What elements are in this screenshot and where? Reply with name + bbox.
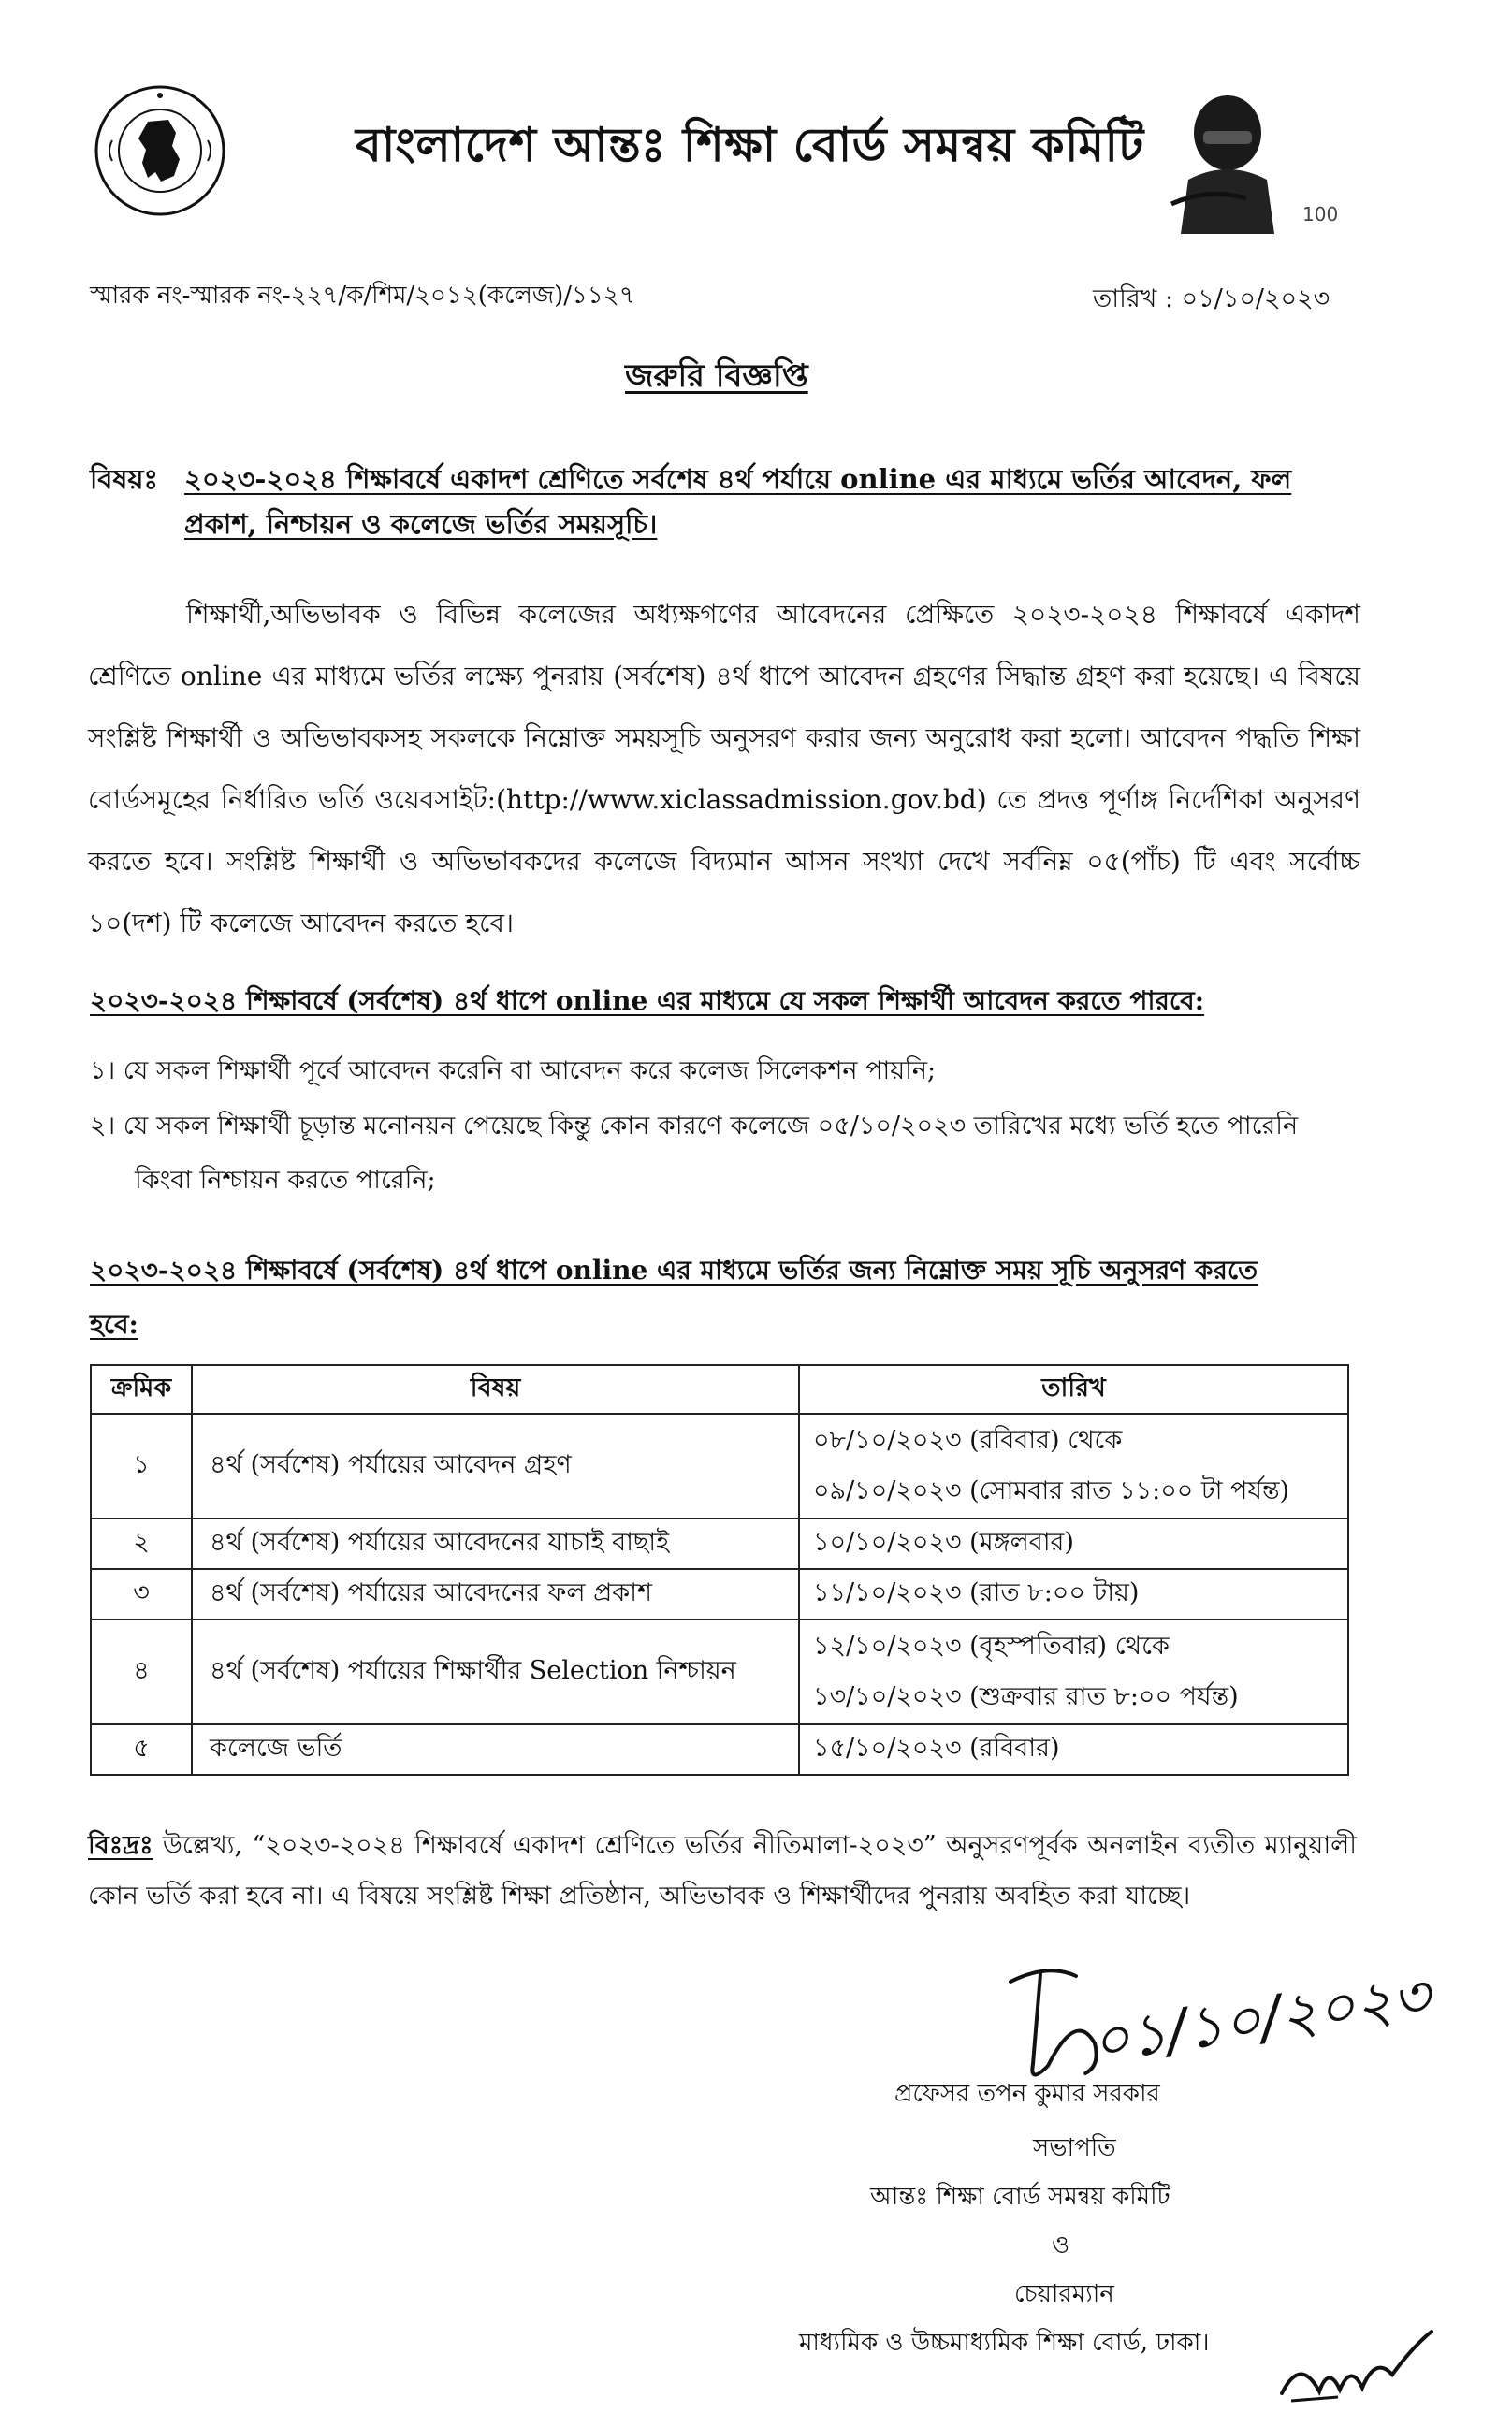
row-date — [799, 1620, 1348, 1724]
memo-date: তারিখ : ০১/১০/২০২৩ — [1093, 284, 1330, 313]
note-text: উল্লেখ্য, “২০২৩-২০২৪ শিক্ষাবর্ষে একাদশ শ্রেণিতে ভর্তির নীতিমালা-২০২৩” অনুসরণপূর্বক অনলাইন ব্যতীত ম্যানুয়ালী কোন ভর্তি করা হবে না। এ বিষয়ে সংশ্লিষ্ট শিক্ষা প্রতিষ্ঠান, অভিভাবক ও শিক্ষার্থীদের পুনরায় অবহিত করা যাচ্ছে। — [88, 1831, 1357, 1911]
signatory-role-president: সভাপতি — [1033, 2134, 1116, 2162]
eligibility-item-2-continued: কিংবা নিশ্চায়ন করতে পারেনি; — [135, 1166, 436, 1195]
eligibility-heading: ২০২৩-২০২৪ শিক্ষাবর্ষে (সর্বশেষ) ৪র্থ ধাপে online এর মাধ্যমে যে সকল শিক্ষার্থী আবেদন করতে পারবে: — [90, 985, 1205, 1016]
row-date: ১১/১০/২০২৩ (রাত ৮:০০ টায়) — [799, 1569, 1348, 1620]
signatory-board: মাধ্যমিক ও উচ্চমাধ্যমিক শিক্ষা বোর্ড, ঢাকা। — [799, 2329, 1210, 2357]
row-date-line-1: ০৮/১০/২০২৩ (রবিবার) থেকে — [813, 1426, 1123, 1455]
row-date: ১০/১০/২০২৩ (মঙ্গলবার) — [799, 1519, 1348, 1569]
row-date-line-2: ০৯/১০/২০২৩ (সোমবার রাত ১১:০০ টা পর্যন্ত) — [813, 1476, 1290, 1505]
row-serial: ৫ — [91, 1724, 192, 1775]
table-header-row — [91, 1365, 1348, 1414]
column-header-subject: বিষয় — [192, 1365, 799, 1414]
table-row — [91, 1519, 1348, 1569]
table-row — [91, 1569, 1348, 1620]
row-date-line-2: ১৩/১০/২০২৩ (শুক্রবার রাত ৮:০০ পর্যন্ত) — [813, 1682, 1239, 1711]
row-serial: ৩ — [91, 1569, 192, 1620]
row-date — [799, 1414, 1348, 1519]
schedule-heading-line-1: ২০২৩-২০২৪ শিক্ষাবর্ষে (সর্বশেষ) ৪র্থ ধাপে online এর মাধ্যমে ভর্তির জন্য নিম্নোক্ত সময় সূচি অনুসরণ করতে — [90, 1255, 1258, 1286]
row-serial: ১ — [91, 1414, 192, 1519]
row-subject: ৪র্থ (সর্বশেষ) পর্যায়ের আবেদনের ফল প্রকাশ — [192, 1569, 799, 1620]
mujib-centenary-logo — [1143, 94, 1340, 234]
row-subject: ৪র্থ (সর্বশেষ) পর্যায়ের শিক্ষার্থীর Selection নিশ্চায়ন — [192, 1620, 799, 1724]
notice-title: জরুরি বিজ্ঞপ্তি — [625, 357, 808, 395]
table-row — [91, 1620, 1348, 1724]
note-label: বিঃদ্রঃ — [88, 1831, 153, 1860]
row-subject: কলেজে ভর্তি — [192, 1724, 799, 1775]
signatory-and: ও — [1052, 2231, 1070, 2260]
column-header-serial: ক্রমিক — [91, 1365, 192, 1414]
row-subject: ৪র্থ (সর্বশেষ) পর্যায়ের আবেদন গ্রহণ — [192, 1414, 799, 1519]
memo-reference: স্মারক নং-স্মারক নং-২২৭/ক/শিম/২০১২(কলেজ)/১১২৭ — [90, 282, 635, 310]
table-row — [91, 1724, 1348, 1775]
svg-text:100: 100 — [1302, 203, 1339, 225]
body-paragraph: শিক্ষার্থী,অভিভাবক ও বিভিন্ন কলেজের অধ্যক্ষগণের আবেদনের প্রেক্ষিতে ২০২৩-২০২৪ শিক্ষাবর্ষে একাদশ শ্রেণিতে online এর মাধ্যমে ভর্তির লক্ষ্যে পুনরায় (সর্বশেষ) ৪র্থ ধাপে আবেদন গ্রহণের সিদ্ধান্ত গ্রহণ করা হয়েছে। এ বিষয়ে সংশ্লিষ্ট শিক্ষার্থী ও অভিভাবকসহ সকলকে নিম্নোক্ত সময়সূচি অনুসরণ করার জন্য অনুরোধ করা হলো। আবেদন পদ্ধতি শিক্ষা বোর্ডসমূহের নির্ধারিত ভর্তি ওয়েবসাইট:(http://www.xiclassadmission.gov.bd) তে প্রদত্ত পূর্ণাঙ্গ নির্দেশিকা অনুসরণ করতে হবে। সংশ্লিষ্ট শিক্ষার্থী ও অভিভাবকদের কলেজে বিদ্যমান আসন সংখ্যা দেখে সর্বনিম্ন ০৫(পাঁচ) টি এবং সর্বোচ্চ ১০(দশ) টি কলেজে আবেদন করতে হবে। — [88, 599, 1360, 938]
row-serial: ২ — [91, 1519, 192, 1569]
initials-scribble — [1272, 2318, 1441, 2412]
schedule-table — [90, 1364, 1349, 1776]
row-subject: ৪র্থ (সর্বশেষ) পর্যায়ের আবেদনের যাচাই বাছাই — [192, 1519, 799, 1569]
eligibility-item-1: ১। যে সকল শিক্ষার্থী পূর্বে আবেদন করেনি বা আবেদন করে কলেজ সিলেকশন পায়নি; — [90, 1056, 937, 1085]
eligibility-item-2: ২। যে সকল শিক্ষার্থী চূড়ান্ত মনোনয়ন পেয়েছে কিন্তু কোন কারণে কলেজে ০৫/১০/২০২৩ তারিখের মধ্যে ভর্তি হতে পারেনি — [90, 1112, 1299, 1141]
column-header-date: তারিখ — [799, 1365, 1348, 1414]
schedule-heading-line-2: হবে: — [90, 1309, 138, 1340]
row-date-line-1: ১২/১০/২০২৩ (বৃহস্পতিবার) থেকে — [813, 1632, 1170, 1661]
signatory-committee: আন্তঃ শিক্ষা বোর্ড সমন্বয় কমিটি — [870, 2183, 1170, 2211]
government-seal-logo — [94, 84, 226, 217]
subject-label: বিষয়ঃ — [90, 463, 158, 495]
table-row — [91, 1414, 1348, 1519]
signatory-role-chairman: চেয়ারম্যান — [1014, 2280, 1114, 2308]
handwritten-signature — [992, 1954, 1460, 2094]
subject-line-1: ২০২৩-২০২৪ শিক্ষাবর্ষে একাদশ শ্রেণিতে সর্বশেষ ৪র্থ পর্যায়ে online এর মাধ্যমে ভর্তির আবেদন, ফল — [184, 463, 1292, 495]
page-title: বাংলাদেশ আন্তঃ শিক্ষা বোর্ড সমন্বয় কমিটি — [356, 117, 1144, 172]
row-serial: ৪ — [91, 1620, 192, 1724]
svg-text:০১/১০/২০২৩: ০১/১০/২০২৩ — [1086, 1960, 1434, 2076]
subject-line-2: প্রকাশ, নিশ্চায়ন ও কলেজে ভর্তির সময়সূচি। — [184, 508, 658, 540]
signatory-name: প্রফেসর তপন কুমার সরকার — [894, 2080, 1160, 2108]
note-paragraph — [88, 1821, 1357, 1922]
row-date: ১৫/১০/২০২৩ (রবিবার) — [799, 1724, 1348, 1775]
